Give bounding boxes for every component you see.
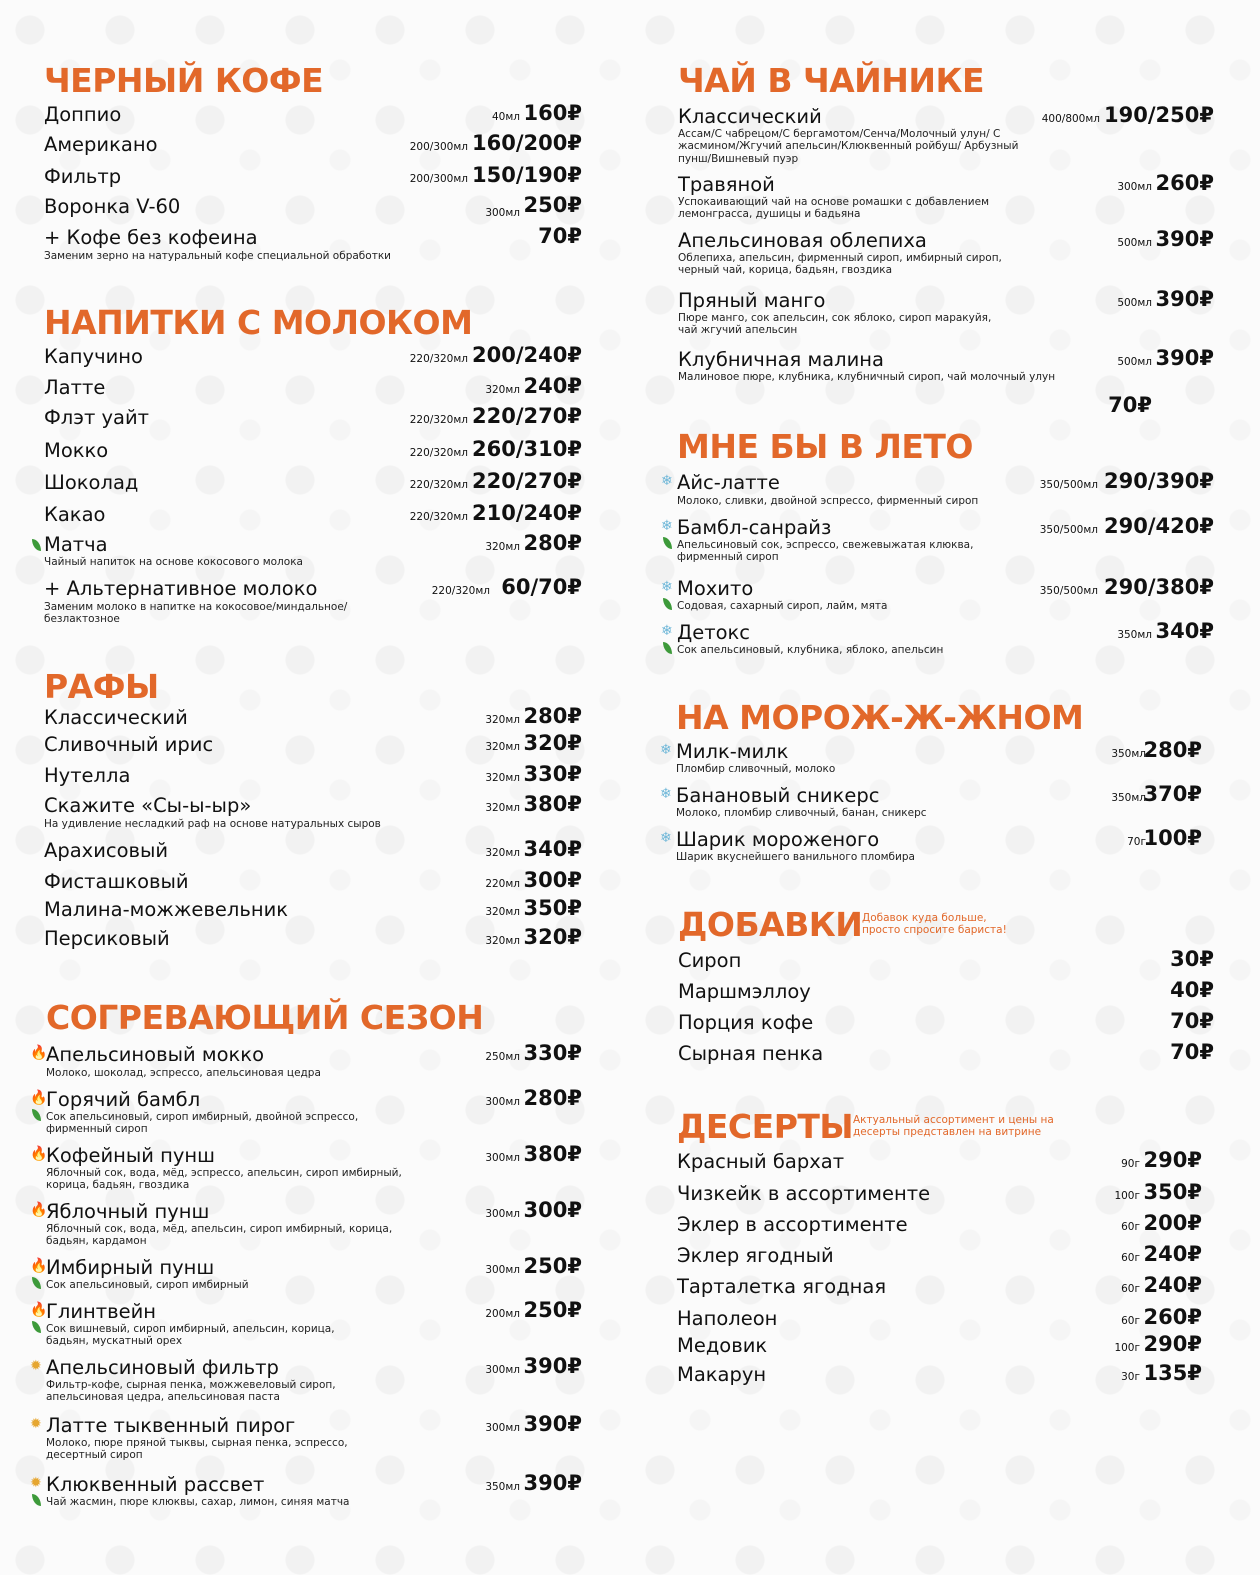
menu-item: Какао 220/320мл 210/240₽ [44,501,582,526]
menu-item: ❄ Бамбл-санрайз Апельсиновый сок, эспрессо, свежевыжатая клюква, фирменный сироп 350/500мл 290/420₽ [661,514,1214,564]
menu-item: Флэт уайт 220/320мл 220/270₽ [44,404,582,429]
sun-icon: ✹ [30,1475,42,1491]
fire-icon: 🔥 [30,1302,48,1318]
menu-item: Капучино 220/320мл 200/240₽ [44,343,582,368]
menu-item: Сироп 30₽ [678,947,1214,972]
vegan-leaf-icon [32,1109,41,1121]
section-icecream [660,698,1202,871]
section-title: ЧАЙ В ЧАЙНИКЕ [678,61,985,100]
menu-item: 🔥 Яблочный пунш Яблочный сок, вода, мёд, апельсин, сироп имбирный, корица, бадьян, кардамон 300мл 300₽ [30,1198,582,1248]
vegan-leaf-icon [663,642,672,654]
section-teapot [678,61,1214,424]
menu-item: Травяной Успокаивающий чай на основе ромашки с добавлением лемонграсса, душицы и бадьяна 300мл 260₽ [678,171,1214,221]
section-title: НА МОРОЖ-Ж-ЖНОМ [676,698,1084,737]
menu-item: Наполеон 60г 260₽ [677,1305,1202,1330]
menu-item: Макарун 30г 135₽ [677,1361,1202,1386]
menu-item: Чизкейк в ассортименте 100г 350₽ [677,1180,1202,1205]
menu-item: Классический Ассам/С чабрецом/С бергамотом/Сенча/Молочный улун/ С жасмином/Жгучий апельсин/Клюквенный ройбуш/ Арбузный пунш/Вишневый пуэр 400/800мл 190/250₽ [678,103,1214,165]
section-title: РАФЫ [44,667,159,706]
menu-item: ❄ Айс-латте Молоко, сливки, двойной эспрессо, фирменный сироп 350/500мл 290/390₽ [661,469,1214,507]
fire-icon: 🔥 [30,1202,48,1218]
sun-icon: ✹ [30,1416,42,1432]
menu-item: Маршмэллоу 40₽ [678,978,1214,1003]
section-title: ДОБАВКИ [678,905,863,944]
menu-item: Малина-можжевельник 320мл 350₽ [44,896,582,921]
menu-item: ❄ Мохито Содовая, сахарный сироп, лайм, мята 350/500мл 290/380₽ [661,575,1214,612]
menu-item: 🔥 Горячий бамбл Сок апельсиновый, сироп имбирный, двойной эспрессо, фирменный сироп 300мл 280₽ [30,1086,582,1136]
menu-item: Сырная пенка 70₽ [678,1040,1214,1065]
menu-item: ❄ Милк-милк Пломбир сливочный, молоко 350мл 280₽ [660,738,1202,775]
menu-item: ✹ Клюквенный рассвет Чай жасмин, пюре клюквы, сахар, лимон, синяя матча 350мл 390₽ [30,1471,582,1508]
section-black-coffee [44,61,582,274]
menu-item: Красный бархат 90г 290₽ [677,1148,1202,1173]
snowflake-icon: ❄ [661,579,673,595]
menu-item: 🔥 Глинтвейн Сок вишневый, сироп имбирный, апельсин, корица, бадьян, мускатный орех 200мл 250₽ [30,1298,582,1348]
menu-item: Доппио 40мл 160₽ [44,101,582,126]
section-title: МНЕ БЫ В ЛЕТО [677,427,973,466]
menu-item: Тарталетка ягодная 60г 240₽ [677,1273,1202,1298]
menu-item: Фильтр 200/300мл 150/190₽ [44,163,582,188]
extra-price: 70₽ [1108,393,1152,417]
menu-item: Порция кофе 70₽ [678,1009,1214,1034]
menu-item: 🔥 Имбирный пунш Сок апельсиновый, сироп имбирный 300мл 250₽ [30,1254,582,1291]
menu-item: Эклер ягодный 60г 240₽ [677,1242,1202,1267]
vegan-leaf-icon [663,598,672,610]
menu-item: Шоколад 220/320мл 220/270₽ [44,469,582,494]
fire-icon: 🔥 [30,1258,48,1274]
vegan-leaf-icon [32,1321,41,1333]
section-note: Добавок куда больше, просто спросите бариста! [862,912,1007,937]
menu-item: Латте 320мл 240₽ [44,374,582,399]
menu-item: Матча Чайный напиток на основе кокосового молока 320мл 280₽ [44,534,582,570]
menu-item: 🔥 Кофейный пунш Яблочный сок, вода, мёд, эспрессо, апельсин, сироп имбирный, корица, бадьян, гвоздика 300мл 380₽ [30,1142,582,1192]
menu-item: Скажите «Сы-ы-ыр» На удивление несладкий раф на основе натуральных сыров 320мл 380₽ [44,792,582,830]
menu-item: Мокко 220/320мл 260/310₽ [44,437,582,462]
menu-item: Американо 200/300мл 160/200₽ [44,131,582,156]
snowflake-icon: ❄ [661,473,673,489]
section-note: Актуальный ассортимент и цены на десерты представлен на витрине [853,1114,1054,1139]
menu-item: 🔥 Апельсиновый мокко Молоко, шоколад, эспрессо, апельсиновая цедра 250мл 330₽ [30,1041,582,1079]
menu-item: Медовик 100г 290₽ [677,1332,1202,1357]
vegan-leaf-icon [32,1277,41,1289]
fire-icon: 🔥 [30,1045,48,1061]
section-title: ДЕСЕРТЫ [677,1107,854,1146]
sun-icon: ✹ [30,1358,42,1374]
section-title: НАПИТКИ С МОЛОКОМ [44,303,473,342]
menu-item: + Альтернативное молоко Заменим молоко в напитке на кокосовое/миндальное/ безлактозное 220/320мл 60/70₽ [44,575,582,626]
menu-item: Сливочный ирис 320мл 320₽ [44,731,582,756]
menu-item: ❄ Шарик мороженого Шарик вкуснейшего ванильного пломбира 70г 100₽ [660,826,1202,863]
snowflake-icon: ❄ [661,518,673,534]
vegan-leaf-icon [32,539,41,551]
snowflake-icon: ❄ [660,830,672,846]
menu-item: ❄ Детокс Сок апельсиновый, клубника, яблоко, апельсин 350мл 340₽ [661,619,1214,656]
menu-item: Классический 320мл 280₽ [44,704,582,729]
menu-item: Арахисовый 320мл 340₽ [44,837,582,862]
section-title: ЧЕРНЫЙ КОФЕ [44,61,324,100]
section-summer [661,427,1214,670]
vegan-leaf-icon [32,1494,41,1506]
snowflake-icon: ❄ [661,623,673,639]
vegan-leaf-icon [663,537,672,549]
section-milk-drinks [44,303,582,636]
menu-item: ✹ Апельсиновый фильтр Фильтр-кофе, сырная пенка, можжевеловый сироп, апельсиновая цедра, апельсиновая паста 300мл 390₽ [30,1354,582,1404]
section-warm-season [30,998,582,1521]
menu-item: ❄ Банановый сникерс Молоко, пломбир сливочный, банан, сникерс 350мл 370₽ [660,782,1202,819]
menu-item: Персиковый 320мл 320₽ [44,925,582,950]
section-raf [44,667,582,960]
section-desserts [677,1107,1202,1400]
menu-item: Пряный манго Пюре манго, сок апельсин, сок яблоко, сироп маракуйя, чай жгучий апельсин 500мл 390₽ [678,287,1214,337]
menu-item: ✹ Латте тыквенный пирог Молоко, пюре пряной тыквы, сырная пенка, эспрессо, десертный сироп 300мл 390₽ [30,1412,582,1462]
menu-item: Воронка V-60 300мл 250₽ [44,193,582,219]
snowflake-icon: ❄ [660,742,672,758]
menu-item: Клубничная малина Малиновое пюре, клубника, клубничный сироп, чай молочный улун 500мл 390₽ [678,346,1214,383]
menu-item: Нутелла 320мл 330₽ [44,762,582,787]
fire-icon: 🔥 [30,1090,48,1106]
section-addons [678,905,1214,1078]
menu-item: Фисташковый 220мл 300₽ [44,868,582,893]
snowflake-icon: ❄ [660,786,672,802]
section-title: СОГРЕВАЮЩИЙ СЕЗОН [46,998,484,1037]
fire-icon: 🔥 [30,1146,48,1162]
menu-item: Эклер в ассортименте 60г 200₽ [677,1211,1202,1236]
menu-item: Апельсиновая облепиха Облепиха, апельсин, фирменный сироп, имбирный сироп, черный чай, корица, бадьян, гвоздика 500мл 390₽ [678,227,1214,277]
menu-item: + Кофе без кофеина Заменим зерно на натуральный кофе специальной обработки 70₽ [44,224,582,262]
